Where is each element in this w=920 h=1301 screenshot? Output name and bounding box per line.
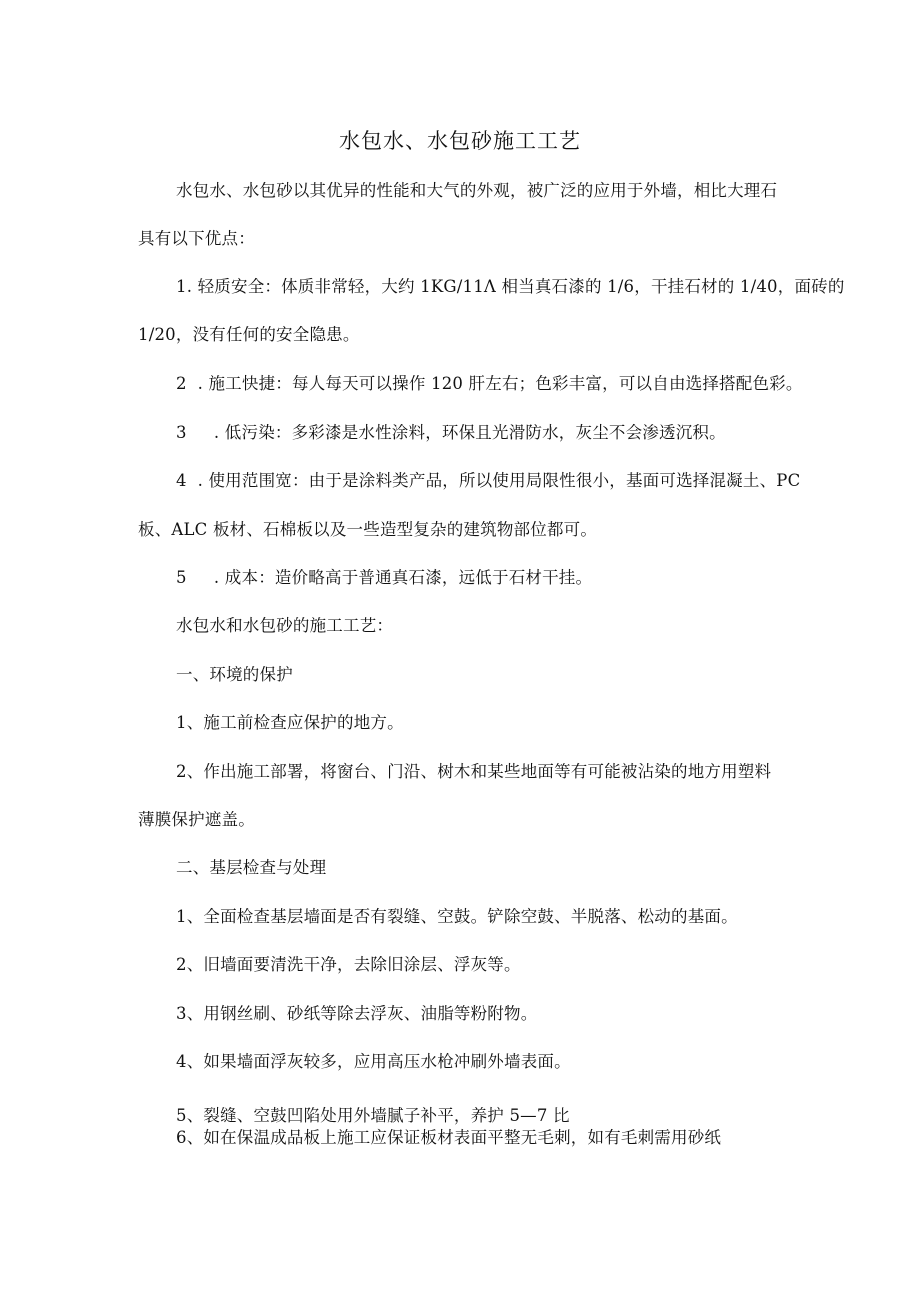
advantage-3: 3 . 低污染：多彩漆是水性涂料，环保且光滑防水，灰尘不会渗透沉积。 [176, 423, 726, 442]
advantage-1-line-2: 1/20，没有任何的安全隐患。 [138, 325, 360, 344]
section-2-heading: 二、基层检查与处理 [176, 858, 327, 877]
advantage-4-line-2: 板、ALC 板材、石棉板以及一些造型复杂的建筑物部位都可。 [138, 520, 598, 539]
intro-line-2: 具有以下优点： [138, 229, 255, 248]
section-2-step-3: 3、用钢丝刷、砂纸等除去浮灰、油脂等粉附物。 [176, 1004, 538, 1023]
section-2-step-5: 5、裂缝、空鼓凹陷处用外墙腻子补平，养护 5—7 比 [176, 1106, 570, 1125]
section-2-step-1: 1、全面检查基层墙面是否有裂缝、空鼓。铲除空鼓、半脱落、松动的基面。 [176, 907, 738, 926]
process-heading: 水包水和水包砂的施工工艺： [176, 616, 394, 635]
section-1-step-1: 1、施工前检查应保护的地方。 [176, 713, 404, 732]
advantage-5: 5 . 成本：造价略高于普通真石漆，远低于石材干挂。 [176, 568, 593, 587]
document-title: 水包水、水包砂施工工艺 [339, 129, 581, 153]
section-1-step-2-line-2: 薄膜保护遮盖。 [138, 810, 255, 829]
section-1-step-2-line-1: 2、作出施工部署，将窗台、门沿、树木和某些地面等有可能被沾染的地方用塑料 [176, 762, 772, 781]
section-1-heading: 一、环境的保护 [176, 665, 293, 684]
intro-line-1: 水包水、水包砂以其优异的性能和大气的外观，被广泛的应用于外墙，相比大理石 [176, 181, 778, 200]
advantage-2: 2 . 施工快捷：每人每天可以操作 120 肝左右；色彩丰富，可以自由选择搭配色彩。 [176, 374, 803, 393]
advantage-1-line-1: 1. 轻质安全：体质非常轻，大约 1KG/11Λ 相当真石漆的 1/6，干挂石材的 1/40，面砖的 [176, 277, 845, 296]
section-2-step-4: 4、如果墙面浮灰较多，应用高压水枪冲刷外墙表面。 [176, 1052, 571, 1071]
section-2-step-2: 2、旧墙面要清洗干净，去除旧涂层、浮灰等。 [176, 955, 521, 974]
advantage-4-line-1: 4 . 使用范围宽：由于是涂料类产品，所以使用局限性很小，基面可选择混凝土、PC [176, 471, 801, 490]
section-2-step-6: 6、如在保温成品板上施工应保证板材表面平整无毛刺，如有毛刺需用砂纸 [176, 1128, 722, 1147]
